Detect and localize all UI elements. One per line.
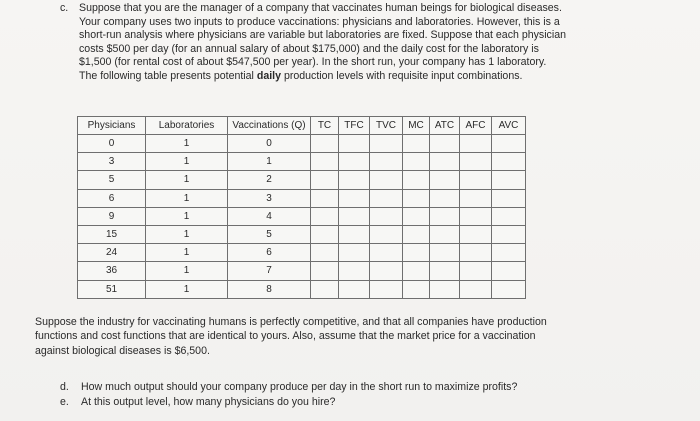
table-cell xyxy=(430,171,460,189)
table-cell: 1 xyxy=(146,153,228,171)
table-cell xyxy=(403,153,430,171)
table-cell xyxy=(311,135,339,153)
table-row xyxy=(78,280,526,298)
header-vaccinations: Vaccinations (Q) xyxy=(228,117,311,135)
market-paragraph xyxy=(35,315,675,358)
intro-line: $1,500 (for rental cost of about $547,500 per year). In the short run, your company has 1 laboratory. xyxy=(79,56,547,69)
table-cell xyxy=(492,280,526,298)
header-tfc: TFC xyxy=(339,117,370,135)
table-cell: 1 xyxy=(146,135,228,153)
table-cell: 8 xyxy=(228,280,311,298)
table-cell: 9 xyxy=(78,207,146,225)
table-row xyxy=(78,207,526,225)
table-cell xyxy=(403,244,430,262)
table-cell xyxy=(339,189,370,207)
table-cell: 1 xyxy=(146,225,228,243)
header-mc: MC xyxy=(403,117,430,135)
table-cell xyxy=(311,171,339,189)
header-tc: TC xyxy=(311,117,339,135)
intro-bold-daily: daily xyxy=(256,69,282,82)
table-cell xyxy=(460,225,492,243)
table-cell xyxy=(311,244,339,262)
table-cell xyxy=(403,262,430,280)
table-cell: 1 xyxy=(228,153,311,171)
table-cell: 1 xyxy=(146,280,228,298)
table-cell: 5 xyxy=(78,171,146,189)
table-cell xyxy=(403,171,430,189)
table-cell: 1 xyxy=(146,189,228,207)
paragraph-line: against biological diseases is $6,500. xyxy=(35,344,210,357)
question-text: How much output should your company produce per day in the short run to maximize profits? xyxy=(81,381,518,393)
intro-line: short-run analysis where physicians are variable but laboratories are fixed. Suppose that each physician xyxy=(79,29,566,42)
table-cell xyxy=(460,280,492,298)
table-cell xyxy=(403,280,430,298)
table-cell xyxy=(460,262,492,280)
table-cell xyxy=(311,153,339,171)
table-cell: 4 xyxy=(228,207,311,225)
table-cell xyxy=(339,244,370,262)
table-cell: 1 xyxy=(146,207,228,225)
table-cell xyxy=(370,153,403,171)
table-cell xyxy=(460,153,492,171)
table-cell xyxy=(430,244,460,262)
question-label: d. xyxy=(60,381,69,393)
table-cell xyxy=(339,207,370,225)
table-row xyxy=(78,189,526,207)
questions-list xyxy=(60,380,680,410)
table-cell xyxy=(430,262,460,280)
table-cell xyxy=(403,189,430,207)
table-cell xyxy=(370,207,403,225)
header-atc: ATC xyxy=(430,117,460,135)
table-cell xyxy=(339,171,370,189)
intro-marker: c. xyxy=(60,2,69,14)
table-cell xyxy=(492,225,526,243)
table-cell xyxy=(403,135,430,153)
header-tvc: TVC xyxy=(370,117,403,135)
table-cell xyxy=(460,171,492,189)
intro-line: Suppose that you are the manager of a company that vaccinates human beings for biological diseases. xyxy=(79,2,562,14)
paragraph-line: Suppose the industry for vaccinating humans is perfectly competitive, and that all companies have production xyxy=(35,316,547,328)
table-cell: 1 xyxy=(146,244,228,262)
table-row xyxy=(78,153,526,171)
table-cell xyxy=(460,135,492,153)
table-cell: 36 xyxy=(78,262,146,280)
intro-last-before: The following table presents potential xyxy=(79,69,257,82)
table-row xyxy=(78,135,526,153)
table-cell xyxy=(370,171,403,189)
table-cell xyxy=(430,189,460,207)
table-cell xyxy=(492,244,526,262)
table-cell: 3 xyxy=(228,189,311,207)
table-row xyxy=(78,171,526,189)
table-cell xyxy=(311,262,339,280)
intro-last-line xyxy=(79,70,679,84)
table-cell xyxy=(460,244,492,262)
table-cell: 0 xyxy=(78,135,146,153)
table-cell xyxy=(370,244,403,262)
header-afc: AFC xyxy=(460,117,492,135)
table-cell: 5 xyxy=(228,225,311,243)
table-cell xyxy=(430,280,460,298)
table-row xyxy=(78,225,526,243)
table-cell: 7 xyxy=(228,262,311,280)
table-cell: 1 xyxy=(146,171,228,189)
intro-line: costs $500 per day (for an annual salary of about $175,000) and the daily cost for the laboratory is xyxy=(79,42,539,55)
table-cell xyxy=(403,225,430,243)
table-body xyxy=(78,135,526,299)
table-cell xyxy=(460,189,492,207)
table-cell xyxy=(339,153,370,171)
intro-last-after: production levels with requisite input combinations. xyxy=(281,69,523,82)
table-cell: 15 xyxy=(78,225,146,243)
table-row xyxy=(78,262,526,280)
table-row xyxy=(78,244,526,262)
header-avc: AVC xyxy=(492,117,526,135)
paragraph-line: functions and cost functions that are identical to yours. Also, assume that the market price for a vaccination xyxy=(35,330,536,343)
intro-line: Your company uses two inputs to produce vaccinations: physicians and laboratories. However, this is a xyxy=(79,15,560,28)
table-cell xyxy=(430,225,460,243)
table-cell xyxy=(339,135,370,153)
table-cell xyxy=(370,135,403,153)
table-cell xyxy=(430,153,460,171)
table-cell: 2 xyxy=(228,171,311,189)
table-cell xyxy=(370,280,403,298)
production-cost-table xyxy=(77,116,526,299)
table-cell: 6 xyxy=(228,244,311,262)
question-item xyxy=(60,395,680,410)
question-text: At this output level, how many physicians do you hire? xyxy=(81,396,336,408)
question-label: e. xyxy=(60,396,69,408)
table-cell xyxy=(370,225,403,243)
table-cell xyxy=(403,207,430,225)
table-cell xyxy=(492,153,526,171)
table-cell xyxy=(311,280,339,298)
table-cell xyxy=(492,262,526,280)
table-cell: 0 xyxy=(228,135,311,153)
table-cell xyxy=(492,135,526,153)
header-laboratories: Laboratories xyxy=(146,117,228,135)
table-header-row xyxy=(78,117,526,135)
table-cell xyxy=(311,189,339,207)
header-physicians: Physicians xyxy=(78,117,146,135)
table-cell xyxy=(311,225,339,243)
table-cell: 3 xyxy=(78,153,146,171)
table-cell xyxy=(492,171,526,189)
table-cell xyxy=(430,135,460,153)
table-cell xyxy=(370,189,403,207)
table-cell xyxy=(339,280,370,298)
table-cell: 6 xyxy=(78,189,146,207)
table-cell: 24 xyxy=(78,244,146,262)
table-cell xyxy=(430,207,460,225)
table-cell xyxy=(339,225,370,243)
intro-text xyxy=(79,2,679,84)
table-cell xyxy=(339,262,370,280)
table-cell xyxy=(492,189,526,207)
table-cell: 1 xyxy=(146,262,228,280)
table-cell: 51 xyxy=(78,280,146,298)
question-item xyxy=(60,380,680,395)
table-cell xyxy=(460,207,492,225)
table-cell xyxy=(492,207,526,225)
table-cell xyxy=(311,207,339,225)
table-cell xyxy=(370,262,403,280)
